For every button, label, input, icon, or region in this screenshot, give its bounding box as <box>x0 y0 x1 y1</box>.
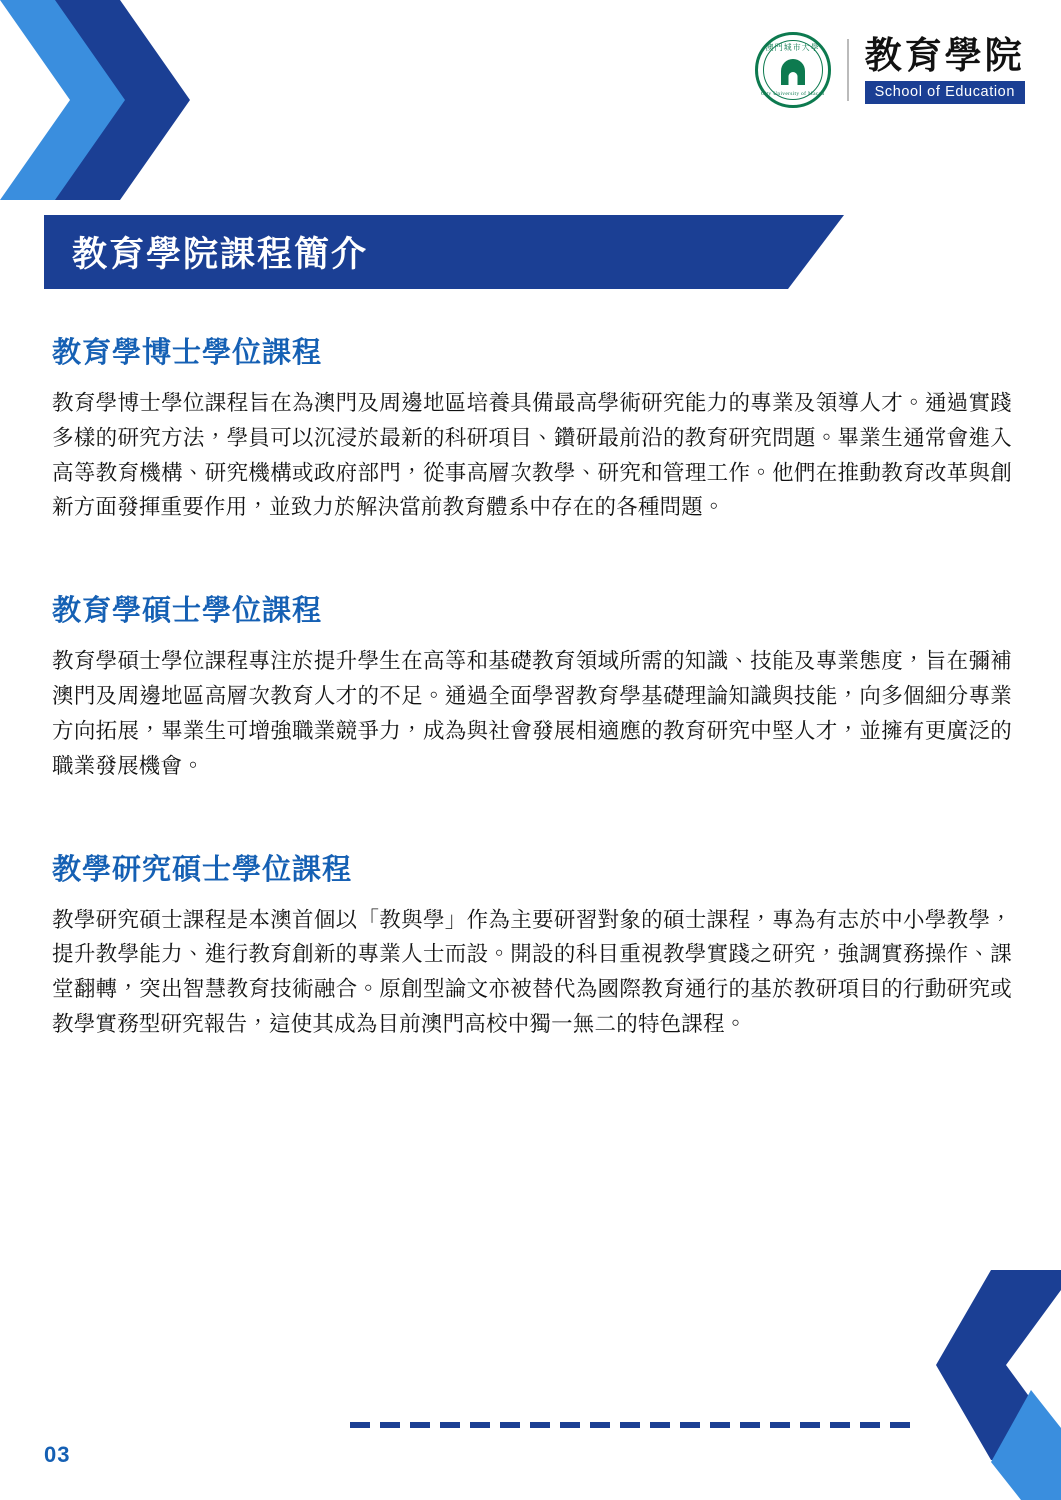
section-title-master-education: 教育學碩士學位課程 <box>52 593 323 628</box>
page-title-banner <box>44 215 844 289</box>
seal-gate-glyph <box>781 59 805 85</box>
section-title-master-teaching-research: 教學研究碩士學位課程 <box>52 851 353 886</box>
seal-top-label: 澳門城市大學 <box>765 43 820 52</box>
programme-section <box>52 847 1012 1043</box>
decoration-bottom-right-chevrons <box>821 1270 1061 1500</box>
footer-dashed-rule <box>350 1422 910 1428</box>
page-title: 教育學院課程簡介 <box>72 235 369 275</box>
logo-divider <box>847 39 849 101</box>
programme-section <box>52 330 1012 526</box>
decoration-top-left-chevrons <box>0 0 300 210</box>
logo-text-block <box>865 36 1025 104</box>
institute-name-cn: 教育學院 <box>864 34 1025 78</box>
programme-section <box>52 588 1012 784</box>
section-body-master-education: 教育學碩士學位課程專注於提升學生在高等和基礎教育領域所需的知識、技能及專業態度，旨在彌補澳門及周邊地區高層次教育人才的不足。通過全面學習教育學基礎理論知識與技能，向多個細分專業方向拓展，畢業生可增強職業競爭力，成為與社會發展相適應的教育研究中堅人才，並擁有更廣泛的職業發展機會。 <box>52 649 1012 779</box>
page-number: 03 <box>44 1442 71 1467</box>
section-title-doctorate: 教育學博士學位課程 <box>52 335 323 369</box>
programme-sections <box>52 330 1012 1043</box>
section-body-doctorate: 教育學博士學位課程旨在為澳門及周邊地區培養具備最高學術研究能力的專業及領導人才。通過實踐多樣的研究方法，學員可以沉浸於最新的科研項目、鑽研最前沿的教育研究問題。畢業生通常會進入高等教育機構、研究機構或政府部門，從事高層次教學、研究和管理工作。他們在推動教育改革與創新方面發揮重要作用，並致力於解決當前教育體系中存在的各種問題。 <box>52 391 1012 521</box>
institute-name-en: School of Education <box>865 81 1025 104</box>
seal-bottom-label: City University of Macau <box>760 91 825 97</box>
section-body-master-teaching-research: 教學研究碩士課程是本澳首個以「教與學」作為主要研習對象的碩士課程，專為有志於中小學教學，提升教學能力、進行教育創新的專業人士而設。開設的科目重視教學實踐之研究，強調實務操作、課堂翻轉，突出智慧教育技術融合。原創型論文亦被替代為國際教育通行的基於教研項目的行動研究或教學實務型研究報告，這使其成為目前澳門高校中獨一無二的特色課程。 <box>52 907 1012 1038</box>
university-seal-icon <box>755 32 831 108</box>
school-logo <box>755 32 1025 108</box>
